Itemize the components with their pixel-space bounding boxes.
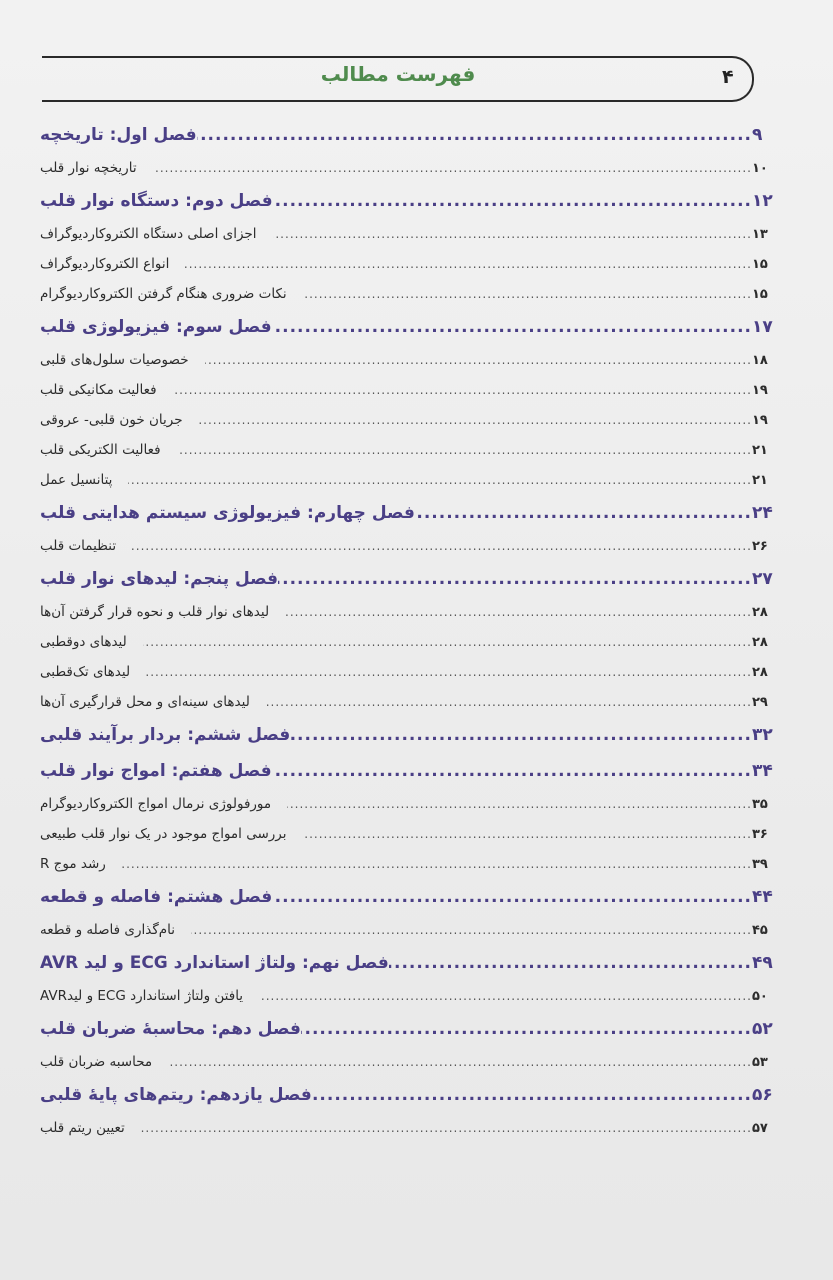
chapter-title: فصل دوم: دستگاه نوار قلب [40, 191, 273, 211]
toc-section-row [40, 597, 778, 627]
page-ref: ۲۷ [752, 569, 773, 589]
toc-section-row [40, 627, 778, 657]
toc-section-row [40, 345, 778, 375]
leader-dots [146, 657, 752, 687]
leader-dots [173, 375, 752, 405]
leader-dots [153, 153, 752, 183]
leader-dots [278, 561, 752, 597]
toc-section-row [40, 531, 778, 561]
toc-chapter-row [40, 309, 778, 345]
table-of-contents [40, 117, 778, 1143]
page-ref: ۳۶ [752, 827, 768, 842]
section-title: نام‌گذاری فاصله و قطعه [40, 922, 175, 938]
leader-dots [197, 117, 752, 153]
leader-dots [301, 1011, 752, 1047]
leader-dots [303, 279, 752, 309]
leader-dots [290, 717, 752, 753]
page-ref: ۵۳ [752, 1055, 768, 1070]
leader-dots [273, 219, 753, 249]
leader-dots [168, 1047, 752, 1077]
section-title: یافتن ولتاژ استاندارد ECG و لیدAVR [40, 988, 244, 1004]
toc-section-row [40, 1113, 778, 1143]
page-ref: ۲۸ [752, 635, 768, 650]
page-ref: ۱۹ [752, 383, 768, 398]
page-ref: ۲۴ [752, 503, 773, 523]
leader-dots [272, 309, 752, 345]
chapter-title: فصل هشتم: فاصله و قطعه [40, 887, 273, 907]
toc-section-row [40, 279, 778, 309]
leader-dots [122, 849, 752, 879]
chapter-title: فصل پنجم: لیدهای نوار قلب [40, 569, 279, 589]
leader-dots [389, 945, 752, 981]
toc-section-row [40, 687, 778, 717]
section-title: تعیین ریتم قلب [40, 1120, 125, 1136]
toc-chapter-row [40, 495, 778, 531]
leader-dots [141, 1113, 752, 1143]
section-title: لیدهای دوقطبی [40, 634, 127, 650]
leader-dots [205, 345, 752, 375]
leader-dots [272, 753, 752, 789]
leader-dots [287, 789, 752, 819]
chapter-title: فصل نهم: ولتاژ استاندارد ECG و لید AVR [40, 953, 389, 973]
toc-chapter-row [40, 753, 778, 789]
section-title: رشد موج R [40, 856, 106, 872]
page-ref: ۱۷ [752, 317, 773, 337]
chapter-title: فصل سوم: فیزیولوژی قلب [40, 317, 272, 337]
leader-dots [143, 627, 752, 657]
page-title: فهرست مطالب [320, 62, 476, 86]
leader-dots [272, 879, 752, 915]
toc-section-row [40, 465, 778, 495]
section-title: لیدهای نوار قلب و نحوه قرار گرفتن آن‌ها [40, 604, 270, 620]
section-title: محاسبه ضربان قلب [40, 1054, 153, 1070]
section-title: بررسی امواج موجود در یک نوار قلب طبیعی [40, 826, 287, 842]
toc-chapter-row [40, 945, 778, 981]
section-title: جریان خون قلبی- عروقی [40, 412, 183, 428]
leader-dots [132, 531, 752, 561]
page-ref: ۴۴ [752, 887, 773, 907]
toc-chapter-row [40, 561, 778, 597]
leader-dots [312, 1077, 752, 1113]
toc-section-row [40, 375, 778, 405]
page-ref: ۲۱ [752, 473, 768, 488]
page-ref: ۲۶ [752, 539, 768, 554]
page-ref: ۱۵ [752, 257, 768, 272]
toc-section-row [40, 789, 778, 819]
toc-section-row [40, 153, 778, 183]
section-title: مورفولوژی نرمال امواج الکتروکاردیوگرام [40, 796, 272, 812]
page-ref: ۳۲ [752, 725, 773, 745]
section-title: خصوصیات سلول‌های قلبی [40, 352, 189, 368]
chapter-title: فصل اول: تاریخچه [40, 125, 197, 145]
toc-section-row [40, 915, 778, 945]
section-title: فعالیت الکتریکی قلب [40, 442, 161, 458]
page-ref: ۴۵ [752, 923, 768, 938]
toc-section-row [40, 819, 778, 849]
toc-section-row [40, 249, 778, 279]
leader-dots [185, 249, 752, 279]
toc-section-row [40, 219, 778, 249]
page-ref: ۱۰ [752, 161, 768, 176]
toc-chapter-row [40, 117, 778, 153]
leader-dots [128, 465, 752, 495]
section-title: انواع الکتروکاردیوگراف [40, 256, 170, 272]
leader-dots [266, 687, 752, 717]
page-ref: ۲۹ [752, 695, 768, 710]
section-title: لیدهای تک‌قطبی [40, 664, 131, 680]
page-ref: ۵۰ [752, 989, 768, 1004]
toc-chapter-row [40, 1077, 778, 1113]
toc-chapter-row [40, 183, 778, 219]
toc-section-row [40, 849, 778, 879]
chapter-title: فصل دهم: محاسبهٔ ضربان قلب [40, 1019, 301, 1039]
page-ref: ۱۲ [752, 191, 773, 211]
page-number: ۴ [722, 66, 734, 88]
page-ref: ۳۵ [752, 797, 768, 812]
toc-chapter-row [40, 717, 778, 753]
chapter-title: فصل ششم: بردار برآیند قلبی [40, 725, 291, 745]
leader-dots [259, 981, 752, 1011]
section-title: تنظیمات قلب [40, 538, 117, 554]
section-title: لیدهای سینه‌ای و محل قرارگیری آن‌ها [40, 694, 250, 710]
page-ref: ۳۹ [752, 857, 768, 872]
chapter-title: فصل چهارم: فیزیولوژی سیستم هدایتی قلب [40, 503, 415, 523]
page-ref: ۲۸ [752, 605, 768, 620]
page-ref: ۱۵ [752, 287, 768, 302]
page-ref: ۵۷ [752, 1121, 768, 1136]
page-ref: ۴۹ [752, 953, 773, 973]
section-title: فعالیت مکانیکی قلب [40, 382, 157, 398]
leader-dots [199, 405, 752, 435]
leader-dots [415, 495, 752, 531]
toc-chapter-row [40, 879, 778, 915]
section-title: تاریخچه نوار قلب [40, 160, 137, 176]
leader-dots [273, 183, 752, 219]
leader-dots [191, 915, 752, 945]
page-ref: ۱۳ [752, 227, 768, 242]
chapter-title: فصل یازدهم: ریتم‌های پایهٔ قلبی [40, 1085, 312, 1105]
toc-section-row [40, 405, 778, 435]
toc-section-row [40, 981, 778, 1011]
page-ref: ۲۸ [752, 665, 768, 680]
leader-dots [285, 597, 752, 627]
section-title: اجزای اصلی دستگاه الکتروکاردیوگراف [40, 226, 257, 242]
toc-chapter-row [40, 1011, 778, 1047]
toc-section-row [40, 1047, 778, 1077]
page-ref: ۱۸ [752, 353, 768, 368]
page-ref: ۲۱ [752, 443, 768, 458]
leader-dots [303, 819, 753, 849]
page-ref: ۵۲ [752, 1019, 773, 1039]
chapter-title: فصل هفتم: امواج نوار قلب [40, 761, 272, 781]
section-title: پتانسیل عمل [40, 472, 113, 488]
page-ref: ۵۶ [752, 1085, 773, 1105]
toc-section-row [40, 657, 778, 687]
page-ref: ۳۴ [752, 761, 773, 781]
toc-section-row [40, 435, 778, 465]
page-ref: ۱۹ [752, 413, 768, 428]
page-ref: ۹ [752, 125, 763, 145]
leader-dots [177, 435, 752, 465]
section-title: نکات ضروری هنگام گرفتن الکتروکاردیوگرام [40, 286, 287, 302]
